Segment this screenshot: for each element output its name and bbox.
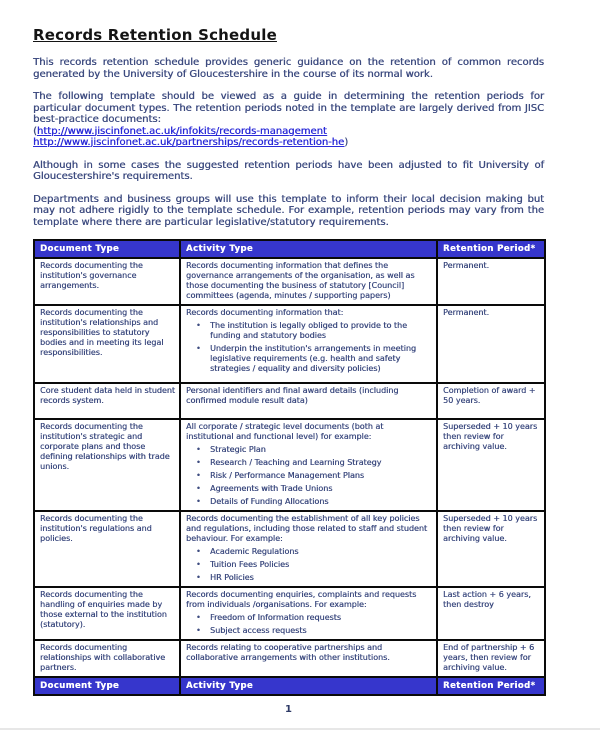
table-footer-header-row	[34, 677, 545, 695]
bullet-text: Freedom of Information requests	[210, 613, 341, 622]
activity-intro-text: Records documenting the establishment of all key policies and regulations, including those related to staff and student behaviour. For example:	[186, 514, 428, 543]
bullet-icon: •	[196, 560, 201, 569]
bullet-item	[196, 458, 432, 468]
activity-intro-text: Records documenting enquiries, complaints and requests from individuals /organisations. For example:	[186, 590, 417, 609]
bullet-text: Academic Regulations	[210, 547, 299, 556]
link-1-prefix: (	[33, 125, 37, 137]
jisc-infokits-link[interactable]: http://www.jiscinfonet.ac.uk/infokits/records-management	[36, 125, 327, 137]
retention-period-cell: Last action + 6 years, then destroy	[437, 587, 545, 640]
link-line-2	[33, 137, 348, 148]
bullet-item	[196, 484, 432, 494]
header-retention-period: Retention Period*	[437, 240, 545, 258]
intro-paragraph-1: This records retention schedule provides generic guidance on the retention of common records generated by the University of Gloucestershire in the course of its normal work.	[33, 57, 544, 80]
bullet-icon: •	[196, 484, 201, 493]
table-row	[34, 587, 545, 640]
bullet-item	[196, 560, 432, 570]
document-type-cell: Core student data held in student records system.	[34, 383, 180, 419]
footer-activity-type: Activity Type	[180, 677, 437, 695]
bullet-text: Agreements with Trade Unions	[210, 484, 333, 493]
bullet-icon: •	[196, 613, 201, 622]
table-row	[34, 640, 545, 677]
bullet-item	[196, 613, 432, 623]
table-row	[34, 419, 545, 511]
footer-retention-period: Retention Period*	[437, 677, 545, 695]
table-row	[34, 305, 545, 383]
bullet-text: Underpin the institution's arrangements in meeting legislative requirements (e.g. health and safety strategies / equality and diversity policies)	[210, 344, 416, 373]
header-activity-type: Activity Type	[180, 240, 437, 258]
activity-intro-text: Personal identifiers and final award details (including confirmed module result data)	[186, 386, 399, 405]
retention-table-body	[34, 258, 545, 677]
activity-type-cell	[180, 383, 437, 419]
bullet-item	[196, 344, 432, 374]
retention-period-cell: Permanent.	[437, 305, 545, 383]
retention-period-cell: Completion of award + 50 years.	[437, 383, 545, 419]
bullet-icon: •	[196, 458, 201, 467]
bullet-icon: •	[196, 573, 201, 582]
bullet-text: Research / Teaching and Learning Strategy	[210, 458, 382, 467]
bullet-icon: •	[196, 321, 201, 330]
activity-intro-text: All corporate / strategic level documents (both at institutional and functional level) for example:	[186, 422, 384, 441]
bullet-item	[196, 445, 432, 455]
document-type-cell: Records documenting the institution's strategic and corporate plans and those defining relationships with trade unions.	[34, 419, 180, 511]
document-type-cell: Records documenting the handling of enquiries made by those external to the institution (statutory).	[34, 587, 180, 640]
retention-period-cell: Superseded + 10 years then review for archiving value.	[437, 511, 545, 587]
bullet-icon: •	[196, 445, 201, 454]
activity-intro-text: Records relating to cooperative partnerships and collaborative arrangements with other institutions.	[186, 643, 390, 662]
intro-paragraph-2	[33, 91, 544, 149]
page-number: 1	[285, 704, 292, 715]
bullet-item	[196, 497, 432, 507]
activity-intro-text: Records documenting information that defines the governance arrangements of the organisation, as well as those documenting the business of statutory [Council] committees (agenda, minutes / supporting papers)	[186, 261, 415, 300]
intro-paragraph-3: Although in some cases the suggested retention periods have been adjusted to fit University of Gloucestershire's requirements.	[33, 159, 544, 182]
bullet-icon: •	[196, 344, 201, 353]
footer-document-type: Document Type	[34, 677, 180, 695]
table-row	[34, 383, 545, 419]
header-document-type: Document Type	[34, 240, 180, 258]
bullet-text: HR Policies	[210, 573, 254, 582]
document-type-cell: Records documenting the institution's regulations and policies.	[34, 511, 180, 587]
table-row	[34, 258, 545, 305]
document-title: Records Retention Schedule	[33, 26, 277, 44]
bullet-icon: •	[196, 626, 201, 635]
link-2-suffix: )	[344, 137, 349, 148]
retention-period-cell: Superseded + 10 years then review for archiving value.	[437, 419, 545, 511]
bullet-item	[196, 573, 432, 583]
intro-paragraph-2-text: The following template should be viewed as a guide in determining the retention periods for particular document types. The retention periods noted in the template are largely derived from JISC best-practice documents:	[33, 91, 544, 125]
bullet-text: Details of Funding Allocations	[210, 497, 329, 506]
document-content	[33, 26, 544, 696]
retention-period-cell: Permanent.	[437, 258, 545, 305]
bullet-item	[196, 626, 432, 636]
bullet-text: Subject access requests	[210, 626, 307, 635]
bullet-icon: •	[196, 547, 201, 556]
activity-type-cell	[180, 305, 437, 383]
bullet-text: Tuition Fees Policies	[210, 560, 290, 569]
table-row	[34, 511, 545, 587]
activity-intro-text: Records documenting information that:	[186, 308, 344, 317]
activity-type-cell	[180, 511, 437, 587]
activity-type-cell	[180, 419, 437, 511]
bullet-text: Strategic Plan	[210, 445, 266, 454]
activity-type-cell	[180, 640, 437, 677]
link-line-1	[33, 126, 327, 137]
document-type-cell: Records documenting the institution's governance arrangements.	[34, 258, 180, 305]
intro-paragraph-4: Departments and business groups will use this template to inform their local decision making but may not adhere rigidly to the template schedule. For example, retention periods may vary from the template where there are particular legislative/statutory requirements.	[33, 193, 544, 228]
document-type-cell: Records documenting relationships with collaborative partners.	[34, 640, 180, 677]
retention-schedule-table	[33, 239, 546, 696]
bullet-item	[196, 471, 432, 481]
bullet-icon: •	[196, 497, 201, 506]
bullet-item	[196, 321, 432, 341]
bullet-text: Risk / Performance Management Plans	[210, 471, 365, 480]
retention-period-cell: End of partnership + 6 years, then review for archiving value.	[437, 640, 545, 677]
bullet-item	[196, 547, 432, 557]
table-header-row	[34, 240, 545, 258]
activity-type-cell	[180, 258, 437, 305]
jisc-partnerships-link[interactable]: http://www.jiscinfonet.ac.uk/partnerships/records-retention-he	[33, 137, 345, 148]
activity-type-cell	[180, 587, 437, 640]
bullet-icon: •	[196, 471, 201, 480]
bullet-text: The institution is legally obliged to provide to the funding and statutory bodies	[210, 321, 407, 340]
document-type-cell: Records documenting the institution's relationships and responsibilities to statutory bodies and in meeting its legal responsibilities.	[34, 305, 180, 383]
